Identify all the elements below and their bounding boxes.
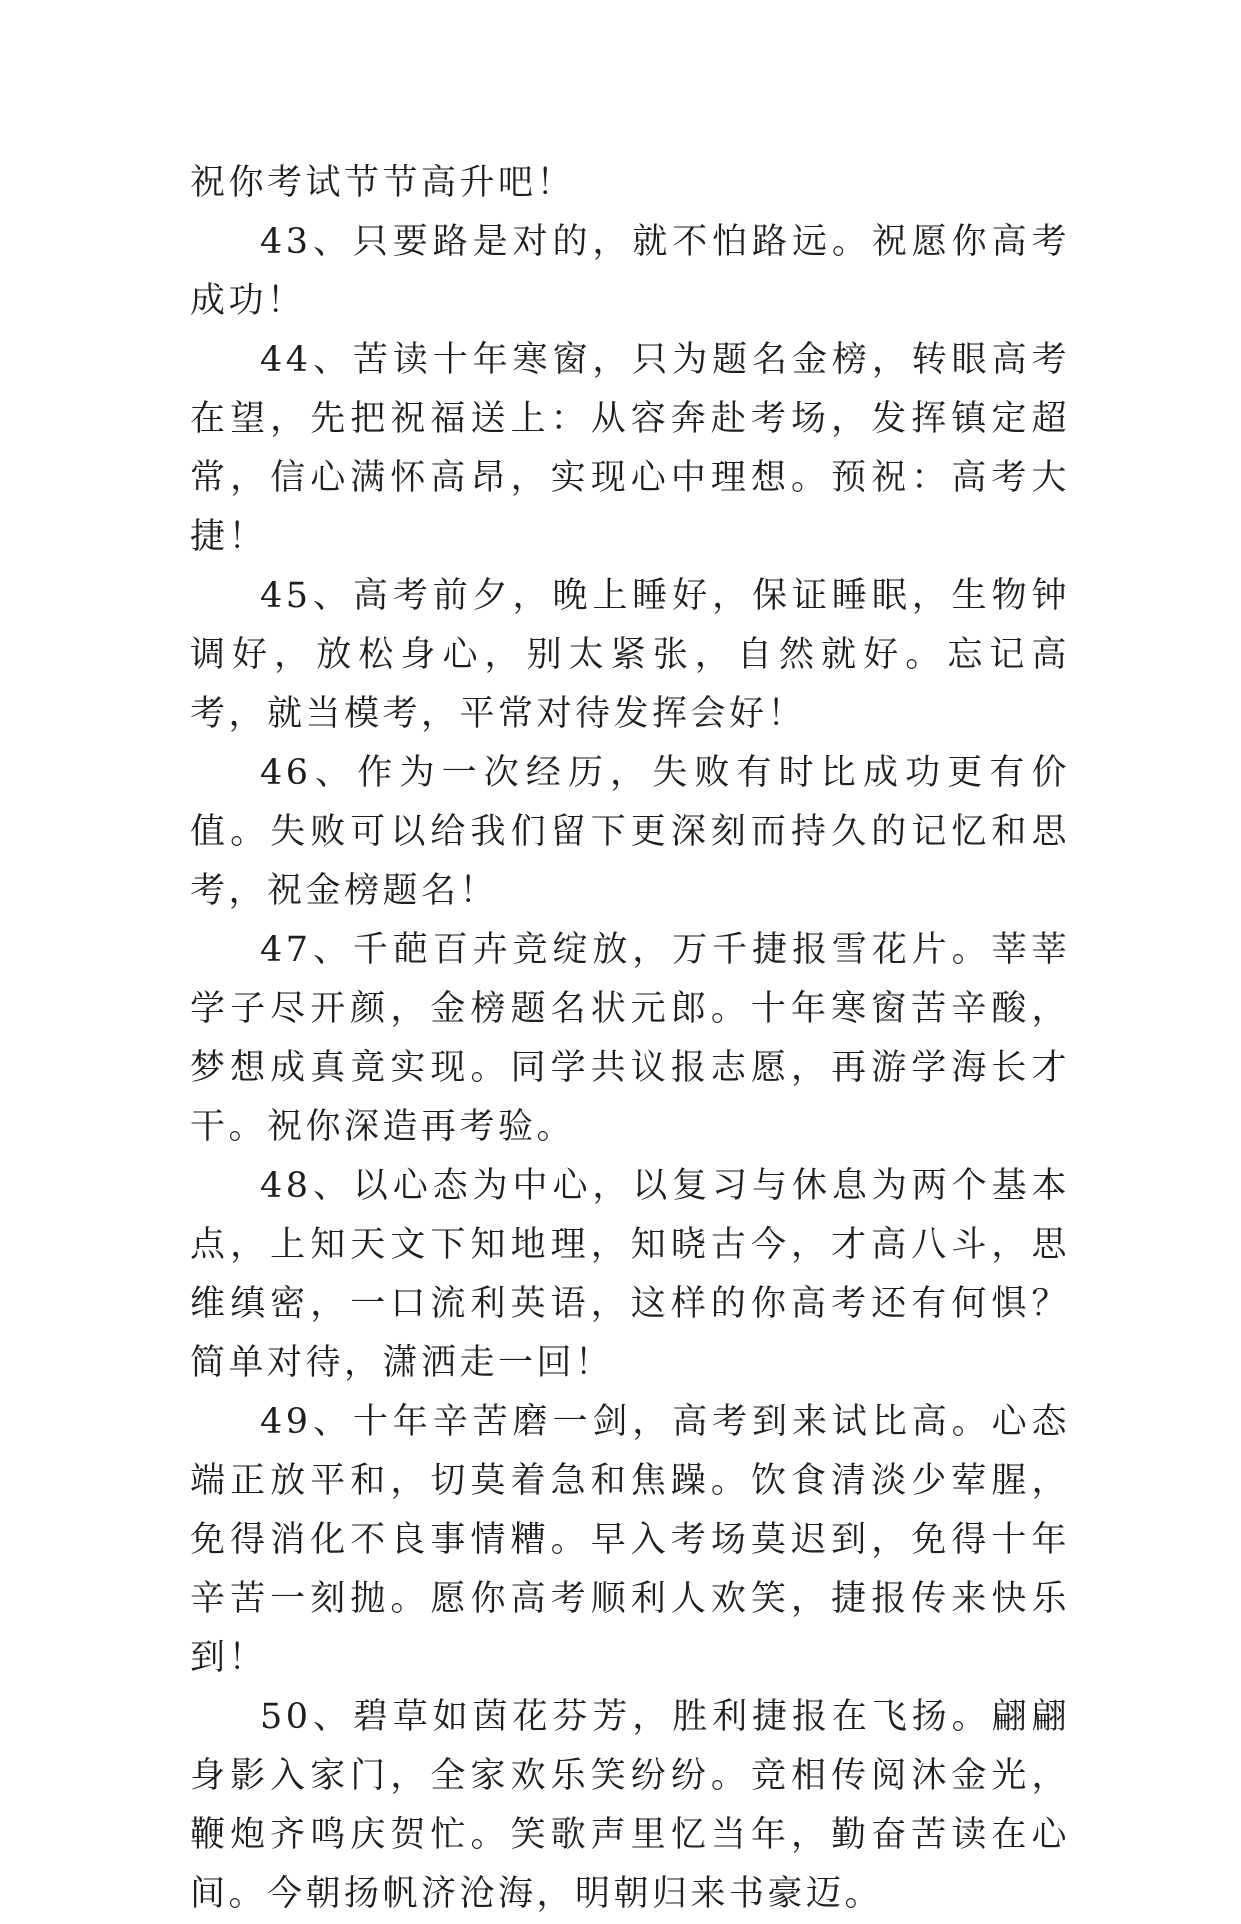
- paragraph-45: 45、高考前夕，晚上睡好，保证睡眠，生物钟调好，放松身心，别太紧张，自然就好。忘记高考，就当模考，平常对待发挥会好！: [190, 576, 1070, 734]
- paragraph-46: 46、作为一次经历，失败有时比成功更有价值。失败可以给我们留下更深刻而持久的记忆和思考，祝金榜题名！: [190, 753, 1070, 911]
- paragraph-47: 47、千葩百卉竞绽放，万千捷报雪花片。莘莘学子尽开颜，金榜题名状元郎。十年寒窗苦辛酸，梦想成真竟实现。同学共议报志愿，再游学海长才干。祝你深造再考验。: [190, 930, 1070, 1147]
- paragraph-50: 50、碧草如茵花芬芳，胜利捷报在飞扬。翩翩身影入家门，全家欢乐笑纷纷。竞相传阅沐金光，鞭炮齐鸣庆贺忙。笑歌声里忆当年，勤奋苦读在心间。今朝扬帆济沧海，明朝归来书豪迈。: [190, 1697, 1070, 1914]
- paragraph-44: 44、苦读十年寒窗，只为题名金榜，转眼高考在望，先把祝福送上：从容奔赴考场，发挥镇定超常，信心满怀高昂，实现心中理想。预祝：高考大捷！: [190, 340, 1070, 557]
- paragraph-43: 43、只要路是对的，就不怕路远。祝愿你高考成功！: [190, 222, 1070, 321]
- document-body: [190, 154, 1070, 1924]
- paragraph-continued: 祝你考试节节高升吧！: [190, 163, 576, 203]
- paragraph-49: 49、十年辛苦磨一剑，高考到来试比高。心态端正放平和，切莫着急和焦躁。饮食清淡少荤腥，免得消化不良事情糟。早入考场莫迟到，免得十年辛苦一刻抛。愿你高考顺利人欢笑，捷报传来快乐到！: [190, 1402, 1070, 1678]
- paragraph-48: 48、以心态为中心，以复习与休息为两个基本点，上知天文下知地理，知晓古今，才高八斗，思维缜密，一口流利英语，这样的你高考还有何惧？简单对待，潇洒走一回！: [190, 1166, 1070, 1383]
